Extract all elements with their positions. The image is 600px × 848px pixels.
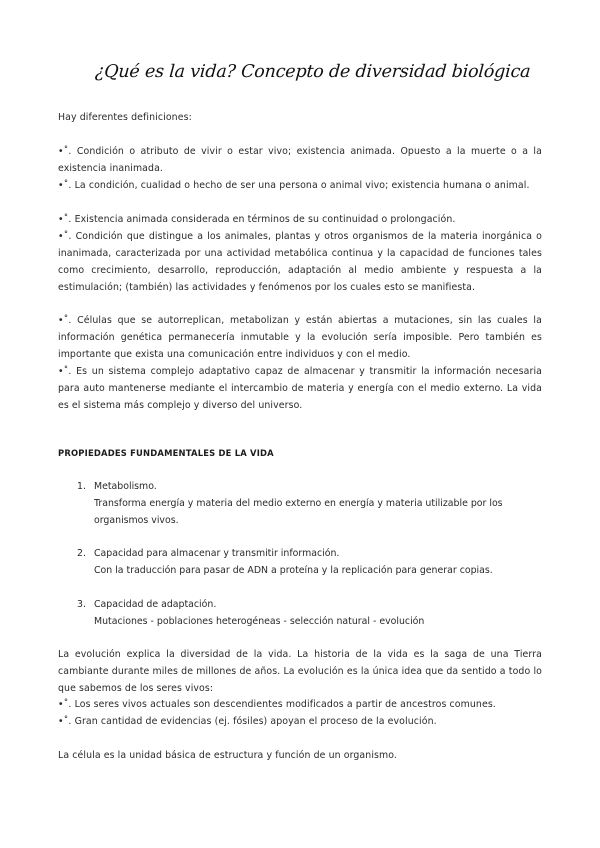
property-title: Capacidad para almacenar y transmitir información. [94, 548, 340, 559]
bullet-mark: •˚. [58, 699, 72, 710]
list-number: 1. [77, 481, 86, 492]
closing-text: La célula es la unidad básica de estructura y función de un organismo. [58, 750, 397, 761]
bullet-mark: •˚. [58, 366, 72, 377]
definition-text: Condición o atributo de vivir o estar vivo; existencia animada. Opuesto a la muerte o a la existencia inanimada. [58, 146, 542, 174]
property-title: Metabolismo. [94, 481, 157, 492]
property-item [94, 546, 542, 580]
property-detail: Con la traducción para pasar de ADN a proteína y la replicación para generar copias. [94, 564, 493, 576]
property-title: Capacidad de adaptación. [94, 599, 217, 610]
definition-text: Células que se autorreplican, metabolizan y están abiertas a mutaciones, sin las cuales la información genética permanecería inmutable y la evolución sería imposible. Pero también es importante que exista una comunicación entre individuos y con el medio. [58, 315, 542, 360]
section-heading: PROPIEDADES FUNDAMENTALES DE LA VIDA [58, 448, 274, 458]
bullet-mark: •˚. [58, 146, 72, 157]
evolution-paragraph: La evolución explica la diversidad de la vida. La historia de la vida es la saga de una Tierra cambiante durante miles de millones de años. La evolución es la única idea que da sentido a todo lo que sabemos de los seres vivos: [58, 649, 542, 694]
definition-item [58, 178, 542, 195]
evolution-bullet-text: Los seres vivos actuales son descendientes modificados a partir de ancestros comunes. [74, 699, 496, 710]
property-item [94, 597, 542, 631]
bullet-mark: •˚. [58, 180, 72, 191]
property-item [94, 479, 542, 530]
definition-text: Es un sistema complejo adaptativo capaz de almacenar y transmitir la información necesaria para auto mantenerse mediante el intercambio de materia y energía con el medio externo. La vida es el sistema más complejo y diverso del universo. [58, 366, 542, 411]
definition-item [58, 313, 542, 364]
page-title: ¿Qué es la vida? Concepto de diversidad biológica [94, 62, 532, 82]
property-detail: Mutaciones - poblaciones heterogéneas - selección natural - evolución [94, 615, 425, 627]
definition-text: Condición que distingue a los animales, plantas y otros organismos de la materia inorgánica o inanimada, caracterizada por una actividad metabólica continua y la capacidad de funciones tales como crecimiento, desarrollo, reproducción, adaptación al medio ambiente y respuesta a la estimulación; (también) las actividades y fenómenos por los cuales esto se manifiesta. [58, 231, 542, 293]
list-number: 3. [77, 599, 86, 610]
definition-item [58, 364, 542, 415]
evolution-bullet [58, 697, 542, 714]
evolution-bullet-text: Gran cantidad de evidencias (ej. fósiles) apoyan el proceso de la evolución. [74, 716, 437, 727]
definition-text: Existencia animada considerada en términos de su continuidad o prolongación. [74, 214, 456, 225]
bullet-mark: •˚. [58, 716, 72, 727]
property-detail: Transforma energía y materia del medio externo en energía y materia utilizable por los organismos vivos. [94, 497, 503, 526]
definition-item [58, 212, 542, 229]
bullet-mark: •˚. [58, 214, 72, 225]
intro-text: Hay diferentes definiciones: [58, 112, 192, 123]
definition-item [58, 229, 542, 297]
definition-text: La condición, cualidad o hecho de ser una persona o animal vivo; existencia humana o animal. [74, 180, 530, 191]
definition-item [58, 144, 542, 178]
list-number: 2. [77, 548, 86, 559]
bullet-mark: •˚. [58, 231, 72, 242]
evolution-bullet [58, 714, 542, 731]
bullet-mark: •˚. [58, 315, 72, 326]
